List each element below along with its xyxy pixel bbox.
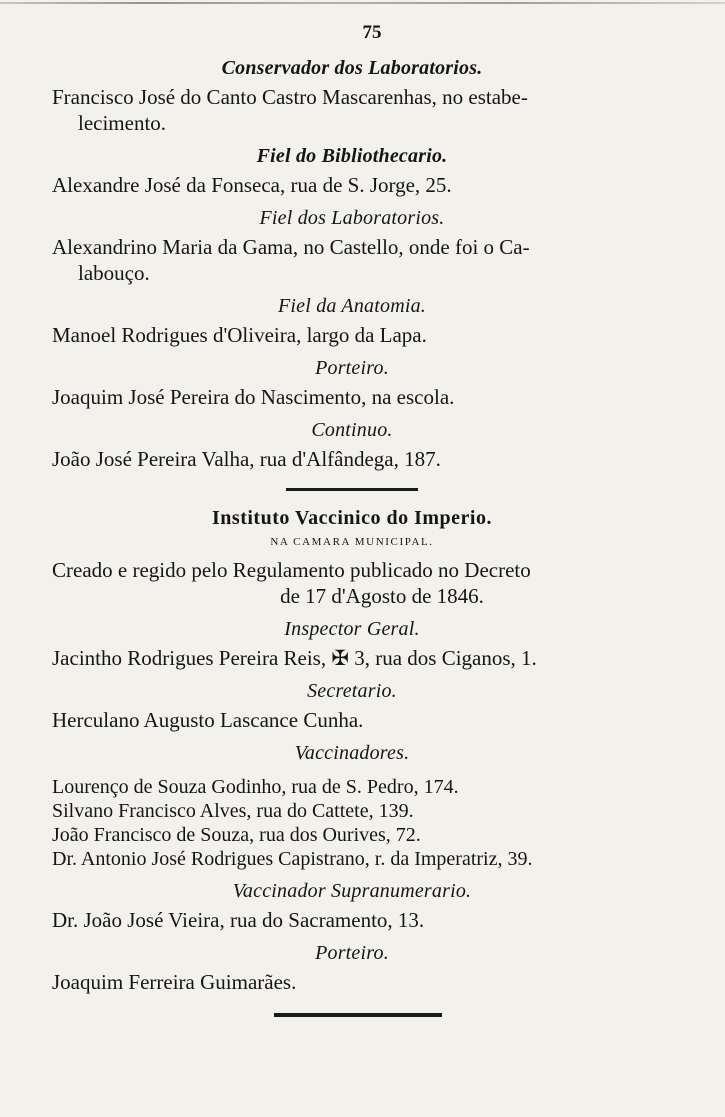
- section-heading-fiel-bibliothecario: Fiel do Bibliothecario.: [256, 145, 448, 167]
- page-number: 75: [362, 22, 382, 43]
- entry-porteiro-instituto: Joaquim Ferreira Guimarães.: [52, 970, 297, 994]
- section-heading-inspector: Inspector Geral.: [284, 618, 420, 640]
- entry-conservador: [52, 84, 652, 136]
- entry-porteiro: Joaquim José Pereira do Nascimento, na escola.: [52, 385, 455, 409]
- decree-line-2: de 17 d'Agosto de 1846.: [280, 584, 484, 608]
- decree-text: [52, 557, 652, 583]
- entry-fiel-laboratorios: [52, 234, 652, 286]
- section-heading-fiel-anatomia: Fiel da Anatomia.: [277, 295, 427, 317]
- entry-text: Alexandrino Maria da Gama, no Castello, onde foi o Ca-: [52, 235, 530, 259]
- page-top-edge: [0, 2, 725, 4]
- section-divider: [286, 488, 418, 491]
- section-heading-supranumerario: Vaccinador Supranumerario.: [232, 880, 472, 902]
- list-item: João Francisco de Souza, rua dos Ourives, 72.: [52, 824, 421, 846]
- section-heading-porteiro: Porteiro.: [315, 357, 389, 379]
- section-heading-fiel-laboratorios: Fiel dos Laboratorios.: [259, 207, 445, 229]
- list-item: Lourenço de Souza Godinho, rua de S. Pedro, 174.: [52, 776, 459, 798]
- section-heading-continuo: Continuo.: [311, 419, 393, 441]
- closing-rule: [274, 1013, 442, 1017]
- section-heading-vaccinadores: Vaccinadores.: [294, 742, 410, 764]
- list-item: Silvano Francisco Alves, rua do Cattete, 139.: [52, 800, 414, 822]
- institute-title: Instituto Vaccinico do Imperio.: [212, 507, 492, 529]
- entry-supranumerario: Dr. João José Vieira, rua do Sacramento, 13.: [52, 908, 425, 932]
- decree-line-1: Creado e regido pelo Regulamento publicado no Decreto: [52, 558, 531, 582]
- entry-text: Francisco José do Canto Castro Mascarenhas, no estabe-: [52, 85, 528, 109]
- entry-inspector: Jacintho Rodrigues Pereira Reis, ✠ 3, rua dos Ciganos, 1.: [52, 646, 537, 670]
- institute-subtitle: NA CAMARA MUNICIPAL.: [270, 536, 434, 548]
- entry-fiel-anatomia: Manoel Rodrigues d'Oliveira, largo da Lapa.: [52, 323, 427, 347]
- entry-fiel-bibliothecario: Alexandre José da Fonseca, rua de S. Jorge, 25.: [52, 173, 452, 197]
- document-page: [52, 18, 652, 1017]
- section-heading-porteiro-instituto: Porteiro.: [315, 942, 389, 964]
- entry-continuation: lecimento.: [78, 111, 167, 135]
- list-item: Dr. Antonio José Rodrigues Capistrano, r. da Imperatriz, 39.: [52, 848, 533, 870]
- entry-continuo: João José Pereira Valha, rua d'Alfândega, 187.: [52, 447, 441, 471]
- entry-secretario: Herculano Augusto Lascance Cunha.: [52, 708, 364, 732]
- entry-continuation: labouço.: [78, 261, 150, 285]
- section-heading-conservador: Conservador dos Laboratorios.: [221, 57, 483, 79]
- section-heading-secretario: Secretario.: [307, 680, 397, 702]
